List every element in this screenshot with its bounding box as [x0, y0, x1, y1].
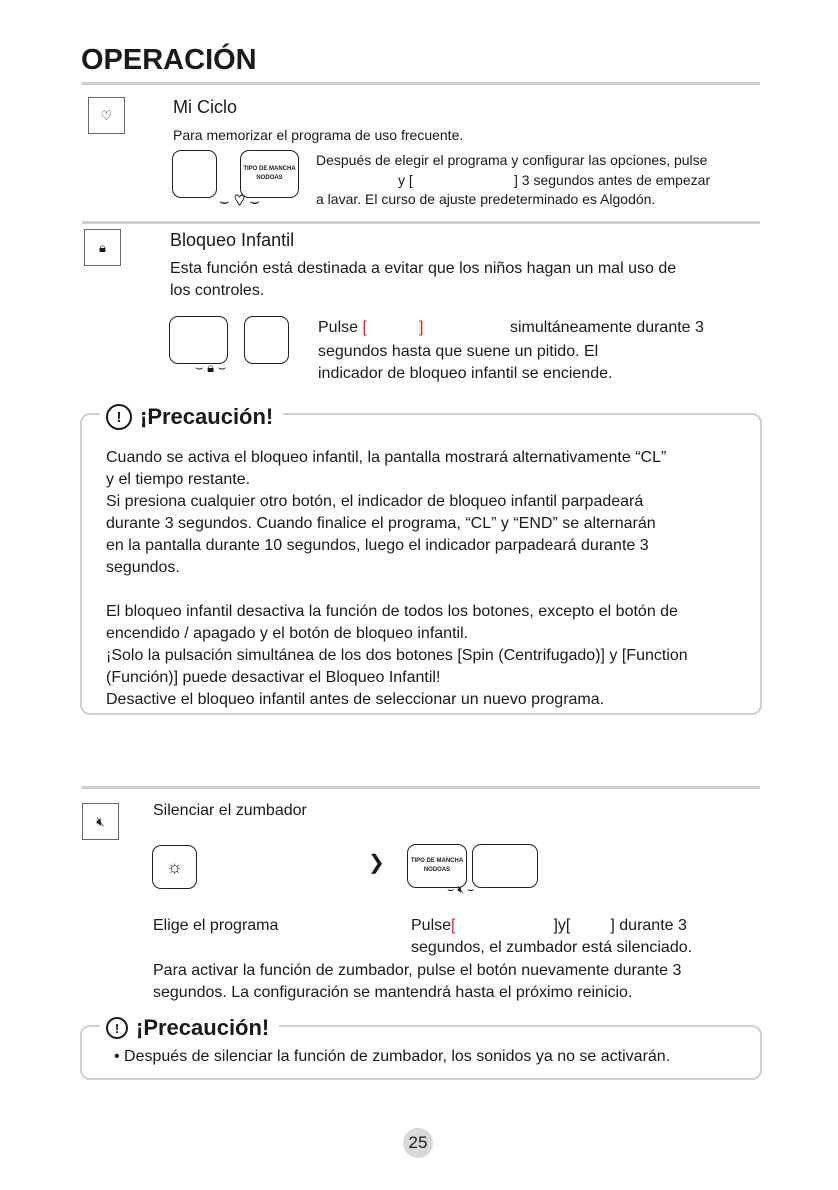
program-knob-icon: ☼ [152, 845, 197, 889]
button-label: NODOAS [256, 175, 283, 181]
spin-button [169, 316, 228, 364]
bloqueo-text: indicador de bloqueo infantil se enciende. [318, 365, 613, 382]
zumbador-text: segundos. La configuración se mantendrá hasta el próximo reinicio. [153, 984, 633, 1001]
bloqueo-text: segundos hasta que suene un pitido. El [318, 343, 599, 360]
divider [82, 221, 760, 224]
bloqueo-desc: Esta función está destinada a evitar que los niños hagan un mal uso de [170, 260, 677, 277]
stain-type-button [407, 844, 467, 888]
caution-line: y el tiempo restante. [106, 471, 251, 488]
caution-line: Cuando se activa el bloqueo infantil, la pantalla mostrará alternativamente “CL” [106, 449, 667, 466]
bracket: ]y[ [553, 917, 571, 934]
mi-ciclo-text: a lavar. El curso de ajuste predeterminado es Algodón. [316, 191, 656, 207]
caution-heading [100, 1015, 279, 1041]
divider [82, 786, 760, 789]
caution-line: en la pantalla durante 10 segundos, luego el indicador parpadeará durante 3 [106, 537, 649, 554]
bracket: [ [362, 319, 367, 336]
heart-icon: ⌣ ♡ ⌣ [219, 193, 261, 210]
mi-ciclo-text: Después de elegir el programa y configurar las opciones, pulse [316, 152, 708, 168]
section-title-bloqueo: Bloqueo Infantil [170, 230, 295, 250]
mute-icon: ⌣ 🔇︎ ⌣ [447, 884, 475, 896]
section-title-mi-ciclo: Mi Ciclo [173, 97, 238, 117]
child-lock-icon: 🔒︎ [84, 229, 121, 266]
caution-body [106, 447, 688, 711]
caution-line: segundos. [106, 559, 180, 576]
button-label: TIPO DE MANCHA [243, 166, 296, 172]
caution-line: El bloqueo infantil desactiva la función de todos los botones, excepto el botón de [106, 603, 678, 620]
step-text: segundos, el zumbador está silenciado. [411, 939, 693, 956]
pulse-text: Pulse [318, 319, 359, 336]
zumbador-text: Para activar la función de zumbador, pulse el botón nuevamente durante 3 [153, 962, 682, 979]
caution-line: encendido / apagado y el botón de bloqueo infantil. [106, 625, 469, 642]
caution-line: durante 3 segundos. Cuando finalice el programa, “CL” y “END” se alternarán [106, 515, 656, 532]
caution-line: • Después de silenciar la función de zumbador, los sonidos ya no se activarán. [114, 1048, 671, 1065]
page-number: 25 [403, 1128, 433, 1158]
caution-title: ¡Precaución! [140, 404, 274, 429]
mi-ciclo-text: y [ [398, 172, 413, 188]
pulse-text: Pulse [411, 917, 452, 934]
section-title-zumbador: Silenciar el zumbador [153, 802, 307, 819]
caution-line: (Función)] puede desactivar el Bloqueo Infantil! [106, 669, 441, 686]
page-title: OPERACIÓN [81, 44, 257, 76]
caution-line: Si presiona cualquier otro botón, el indicador de bloqueo infantil parpadeará [106, 493, 644, 510]
program-button [172, 150, 217, 198]
bracket: ] [418, 319, 424, 336]
button-label: NODOAS [423, 867, 451, 873]
mute-icon: 🔇︎ [82, 803, 119, 840]
mi-ciclo-subtitle: Para memorizar el programa de uso frecuente. [173, 127, 464, 143]
option-button [472, 844, 538, 888]
caution-line: Desactive el bloqueo infantil antes de seleccionar un nuevo programa. [106, 691, 605, 708]
function-button [244, 316, 289, 364]
bloqueo-desc: los controles. [170, 282, 265, 299]
caution-line: ¡Solo la pulsación simultánea de los dos botones [Spin (Centrifugado)] y [Function [106, 647, 688, 664]
chevron-right-icon: ❯ [368, 852, 385, 874]
warning-icon: ! [106, 404, 132, 430]
step-choose-program: Elige el programa [153, 917, 279, 934]
button-label: TIPO DE MANCHA [410, 858, 464, 864]
mi-ciclo-text: ] 3 segundos antes de empezar [514, 172, 711, 188]
divider [82, 82, 760, 85]
warning-icon: ! [106, 1017, 128, 1039]
step-text: ] durante 3 [610, 917, 687, 934]
caution-title: ¡Precaución! [136, 1015, 270, 1040]
stain-type-button [240, 150, 299, 198]
bracket: [ [451, 917, 456, 934]
bloqueo-text: simultáneamente durante 3 [510, 319, 704, 336]
heart-icon: ♡ [88, 97, 125, 134]
child-lock-icon: ⌣ 🔒︎ ⌣ [195, 360, 227, 375]
caution-heading [100, 404, 283, 430]
